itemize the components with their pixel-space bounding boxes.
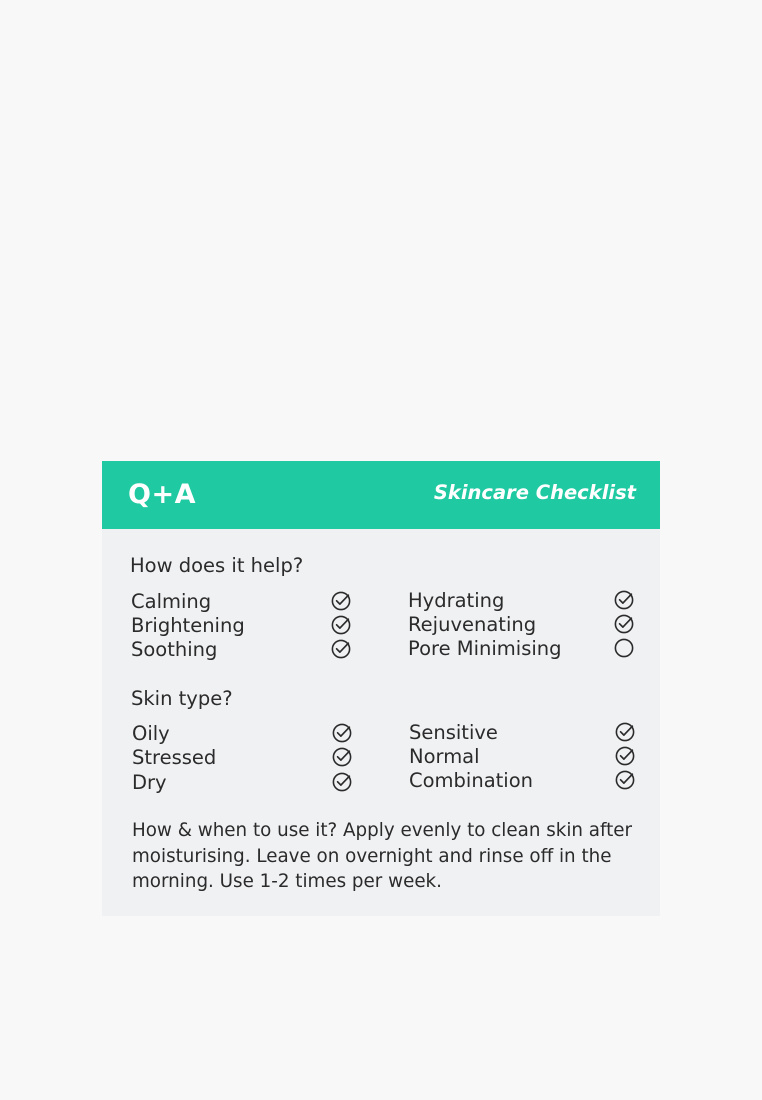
list-item — [408, 636, 636, 661]
item-label: Sensitive — [409, 721, 498, 744]
list-item — [131, 637, 353, 662]
item-label: Soothing — [131, 638, 218, 661]
check-circle-icon — [331, 639, 351, 659]
item-label: Pore Minimising — [408, 637, 562, 660]
item-label: Combination — [409, 769, 533, 792]
list-item — [132, 721, 354, 746]
item-label: Calming — [131, 590, 212, 613]
list-item — [409, 720, 637, 745]
empty-circle-icon — [614, 638, 634, 658]
list-item — [408, 588, 636, 613]
list-item — [132, 770, 354, 795]
check-circle-icon — [331, 615, 351, 635]
list-item — [132, 745, 354, 770]
card-header — [102, 461, 660, 529]
item-label: Hydrating — [408, 589, 505, 612]
item-label: Oily — [132, 722, 170, 745]
item-label: Normal — [409, 745, 480, 768]
list-item — [409, 744, 637, 769]
list-item — [131, 589, 353, 614]
usage-instructions: How & when to use it? Apply evenly to clean skin after moisturising. Leave on overnight and rinse off in the morning. Use 1-2 times per week. — [132, 820, 633, 892]
skincare-checklist-card — [102, 461, 660, 916]
list-item — [409, 768, 637, 793]
list-item — [408, 612, 636, 637]
item-label: Stressed — [132, 746, 217, 769]
check-circle-icon — [615, 770, 635, 790]
skin-type-heading: Skin type? — [131, 687, 233, 710]
check-circle-icon — [614, 614, 634, 634]
check-circle-icon — [331, 591, 351, 611]
check-circle-icon — [332, 723, 352, 743]
item-label: Rejuvenating — [408, 613, 537, 636]
check-circle-icon — [615, 746, 635, 766]
help-heading: How does it help? — [130, 554, 304, 577]
item-label: Brightening — [131, 614, 245, 637]
list-item — [131, 613, 353, 638]
check-circle-icon — [614, 590, 634, 610]
item-label: Dry — [132, 771, 167, 794]
card-title: Skincare Checklist — [433, 481, 636, 504]
check-circle-icon — [332, 747, 352, 767]
check-circle-icon — [615, 722, 635, 742]
brand-logo: Q+A — [128, 479, 196, 510]
check-circle-icon — [332, 772, 352, 792]
